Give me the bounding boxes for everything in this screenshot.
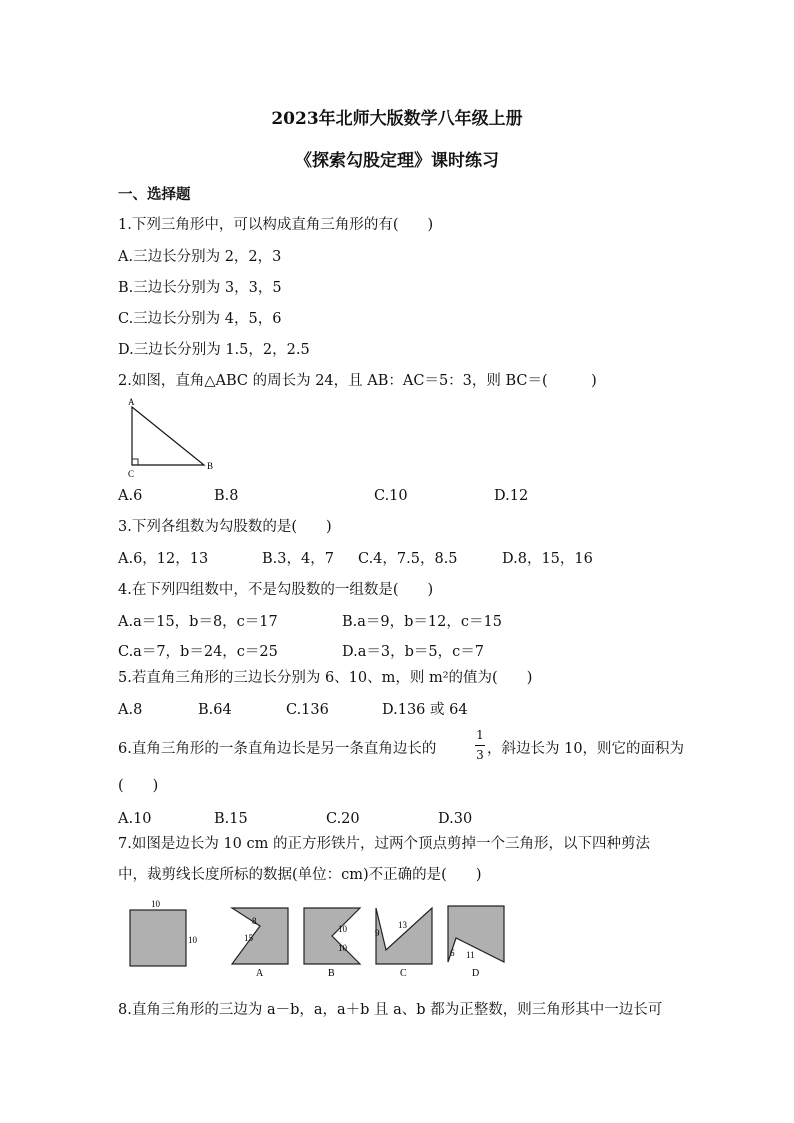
question-1-option-a: A.三边长分别为 2，2，3 <box>118 249 282 265</box>
square-cutting-figure <box>126 898 526 983</box>
question-6-stem-part1: 6.直角三角形的一条直角边长是另一条直角边长的 <box>118 741 437 757</box>
question-6-stem-part2: ，斜边长为 10，则它的面积为 <box>487 741 685 757</box>
question-3-option-a: A.6，12，13 <box>118 551 209 567</box>
section-heading: 一、选择题 <box>118 186 191 203</box>
question-4-option-a: A.a＝15，b＝8，c＝17 <box>118 614 278 630</box>
question-1-option-b: B.三边长分别为 3，3，5 <box>118 280 282 296</box>
question-7-stem-line2: 中，裁剪线长度所标的数据(单位：cm)不正确的是( ) <box>118 867 482 883</box>
question-6-stem-line2: ( ) <box>118 778 159 794</box>
question-3-option-b: B.3，4，7 <box>262 551 334 567</box>
option-a-name: A <box>256 968 264 979</box>
question-8-stem-line1: 8.直角三角形的三边为 a－b，a，a＋b 且 a、b 都为正整数，则三角形其中一边长可 <box>118 1002 663 1018</box>
question-3-stem: 3.下列各组数为勾股数的是( ) <box>118 519 332 535</box>
question-4-option-d: D.a＝3，b＝5，c＝7 <box>342 644 484 660</box>
right-triangle-abc-figure <box>122 395 222 479</box>
document-title: 2023年北师大版数学八年级上册 <box>271 109 523 129</box>
question-3-option-c: C.4，7.5，8.5 <box>358 551 458 567</box>
question-6-option-a: A.10 <box>118 811 152 827</box>
question-6-option-d: D.30 <box>438 811 473 827</box>
question-2-option-c: C.10 <box>374 488 408 504</box>
fraction-numerator: 1 <box>476 728 484 742</box>
option-d-label-1: 6 <box>450 948 455 958</box>
option-c-label-1: 9 <box>375 928 380 938</box>
question-2-option-b: B.8 <box>214 488 239 504</box>
vertex-c-label: C <box>128 469 135 479</box>
question-4-option-b: B.a＝9，b＝12，c＝15 <box>342 614 502 630</box>
option-c-name: C <box>400 968 407 979</box>
fraction-denominator: 3 <box>476 748 484 762</box>
option-d-name: D <box>472 968 480 979</box>
vertex-a-label: A <box>128 397 135 407</box>
question-1-stem: 1.下列三角形中，可以构成直角三角形的有( ) <box>118 217 434 233</box>
option-a-label-1: 8 <box>252 916 257 926</box>
question-5-option-d: D.136 或 64 <box>382 702 468 718</box>
document-subtitle: 《探索勾股定理》课时练习 <box>295 151 499 171</box>
vertex-b-label: B <box>207 461 214 471</box>
question-6-option-b: B.15 <box>214 811 248 827</box>
option-d-label-2: 11 <box>466 950 475 960</box>
question-5-option-c: C.136 <box>286 702 329 718</box>
question-5-stem: 5.若直角三角形的三边长分别为 6、10、m，则 m²的值为( ) <box>118 670 533 686</box>
question-4-stem: 4.在下列四组数中，不是勾股数的一组数是( ) <box>118 582 434 598</box>
question-5-option-b: B.64 <box>198 702 232 718</box>
option-b-label-2: 10 <box>338 943 347 953</box>
question-1-option-d: D.三边长分别为 1.5，2，2.5 <box>118 342 310 358</box>
question-3-option-d: D.8，15，16 <box>502 551 593 567</box>
option-c-label-2: 13 <box>398 920 407 930</box>
question-1-option-c: C.三边长分别为 4，5，6 <box>118 311 282 327</box>
option-a-label-2: 15 <box>244 933 253 943</box>
question-7-stem-line1: 7.如图是边长为 10 cm 的正方形铁片，过两个顶点剪掉一个三角形，以下四种剪法 <box>118 836 650 852</box>
question-2-option-a: A.6 <box>118 488 143 504</box>
question-5-option-a: A.8 <box>118 702 143 718</box>
square-top-label: 10 <box>151 899 160 909</box>
fraction-bar <box>475 745 485 746</box>
option-b-label-1: 10 <box>338 924 347 934</box>
question-4-option-c: C.a＝7，b＝24，c＝25 <box>118 644 278 660</box>
square-right-label: 10 <box>188 935 197 945</box>
question-2-option-d: D.12 <box>494 488 529 504</box>
question-2-stem: 2.如图，直角△ABC 的周长为 24，且 AB：AC＝5：3，则 BC＝( ) <box>118 373 597 389</box>
option-b-name: B <box>328 968 335 979</box>
question-6-option-c: C.20 <box>326 811 360 827</box>
